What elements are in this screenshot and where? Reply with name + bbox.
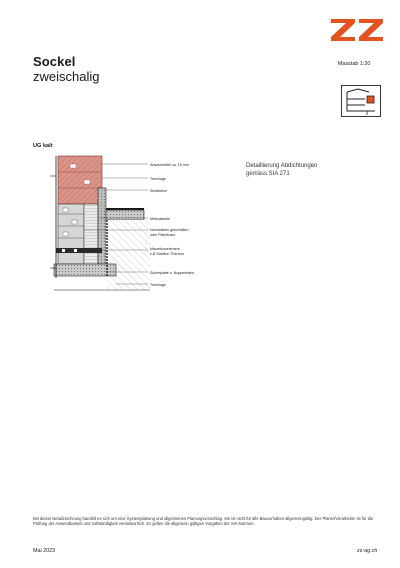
page-title: Sockel [33,54,76,69]
building-section-pictogram-icon [341,85,381,117]
callout-sichtbeton [150,189,167,193]
callout-label: Mauerfusselement [150,247,180,251]
callout-label: Ansetzmörtel ca. 15 mm [150,163,189,167]
callout-sickerplatte [150,271,194,275]
callout-label: Trennlage [150,283,167,287]
callout-label: Mineralwolle [150,217,170,221]
website-link[interactable]: zz-ag.ch [357,548,378,554]
callout-label: Normalstein geschnitten [150,228,189,232]
callout-label: Sichtbeton [150,189,167,193]
sealing-note-line-2: gemäss SIA 271 [246,171,290,177]
callout-ansetzmoertel [150,163,189,167]
callout-label: z.B Stahlton Thermur [150,252,184,256]
zz-logo [331,19,383,41]
callout-trennlage-top [150,177,166,181]
zz-logo-mark [331,19,383,41]
document-date: Mai 2023 [33,548,56,554]
normal-brick-column [58,204,84,264]
callout-mineralwolle [150,217,170,221]
callout-normalstein [150,228,189,237]
section-label: UG kalt [33,143,53,149]
sealing-note-line-1: Detaillierung Abdichtungen [246,163,318,169]
callout-mauerfusselement [150,247,185,256]
scale-label: Masstab 1:20 [338,61,371,67]
callout-label: Trennlage [150,177,167,181]
construction-detail-drawing [40,150,255,315]
sealing-note [246,162,317,178]
callout-trennlage-bottom [150,283,166,287]
page-subtitle: zweischalig [33,69,100,84]
callout-label: oder PlanModul [150,233,176,237]
callout-label: Sickerplatte o. Noppenbahn [150,271,195,275]
disclaimer-text: Bei dieser Detailzeichnung handelt es sich um eine Systemplanung und allgemeinen Planungsvorschlag. Sie ist nicht für alle Bauvorhaben allgemeingültig. Der Planer/Verarbeiter ist für die Prüfung der Anwendbarkeit und Vollständigkeit verantwortlich. Es gelten die allgemein gültigen Vorgaben der SIA-Normen. [33,516,374,527]
